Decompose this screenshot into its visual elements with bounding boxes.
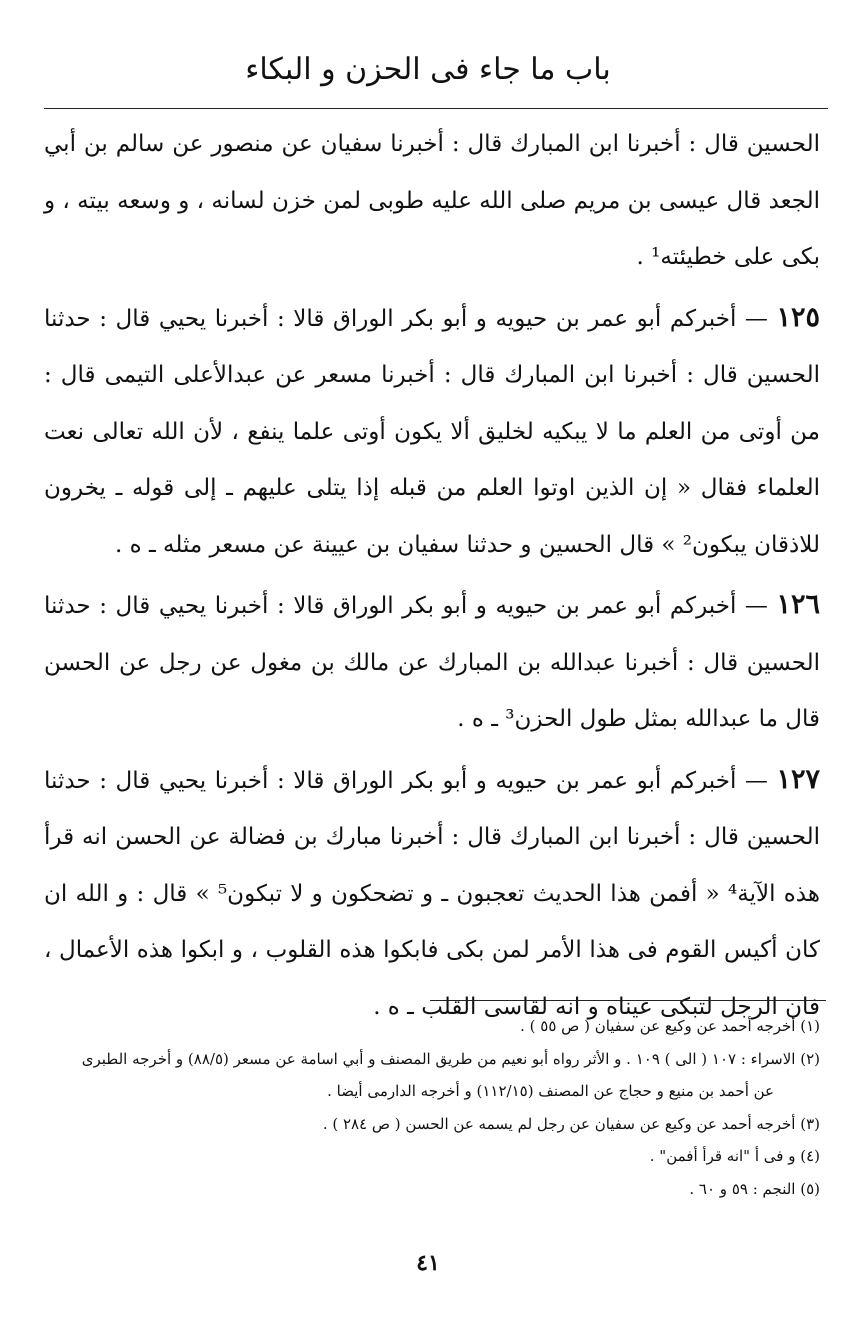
main-text	[44, 116, 820, 1035]
footnote-2: (٢) الاسراء : ١٠٧ ( الى ) ١٠٩ . و الأثر رواه أبو نعيم من طريق المصنف و أبي اسامة عن مسعر (٨٨/٥) و أخرجه الطبرى	[81, 1049, 820, 1068]
footnote-1: (١) أخرجه أحمد عن وكيع عن سفيان ( ص ٥٥ ) .	[520, 1017, 820, 1035]
paragraph-125	[44, 290, 820, 574]
paragraph-text: الحسين قال : أخبرنا ابن المبارك قال : أخبرنا سفيان عن منصور عن سالم بن أبي الجعد قال عيسى بن مريم صلى الله عليه طوبى لمن خزن لسانه ، و وسعه بيته ، و بكى على خطيئته¹ .	[44, 131, 820, 270]
footnote-3: (٣) أخرجه أحمد عن وكيع عن سفيان عن رجل لم يسمه عن الحسن ( ص ٢٨٤ ) .	[322, 1114, 820, 1133]
hadith-number: ١٢٧	[776, 763, 820, 795]
footnote-2-continued: عن أحمد بن منيع و حجاج عن المصنف (١١٢/١٥) و أخرجه الدارمى أيضا .	[327, 1082, 774, 1100]
paragraph-text: — أخبركم أبو عمر بن حيويه و أبو بكر الوراق قالا : أخبرنا يحيي قال : حدثنا الحسين قال : أخبرنا ابن المبارك قال : أخبرنا مسعر عن عبدالأعلى التيمى قال : من أوتى من العلم ما لا يبكيه لخليق ألا يكون أوتى علما ينفع ، لأن الله تعالى نعت العلماء فقال « إن الذين اوتوا العلم من قبله إذا يتلى عليهم ـ إلى قوله ـ يخرون للاذقان يبكون² » قال الحسين و حدثنا سفيان بن عيينة عن مسعر مثله ـ ه .	[44, 305, 820, 558]
page-number: ٤١	[416, 1250, 440, 1276]
paragraph-text: — أخبركم أبو عمر بن حيويه و أبو بكر الوراق قالا : أخبرنا يحيي قال : حدثنا الحسين قال : أخبرنا ابن المبارك قال : أخبرنا مبارك بن فضالة عن الحسن انه قرأ هذه الآية⁴ « أفمن هذا الحديث تعجبون ـ و تضحكون و لا تبكون⁵ » قال : و الله ان كان أكيس القوم فى هذا الأمر لمن بكى فابكوا هذه القلوب ، و ابكوا هذه الأعمال ، فان الرجل لتبكى عيناه و انه لقاسى القلب ـ ه .	[44, 767, 821, 1020]
footnote-5: (٥) النجم : ٥٩ و ٦٠ .	[689, 1179, 820, 1198]
footnotes	[44, 1010, 820, 1205]
hadith-number: ١٢٥	[776, 301, 820, 333]
running-header: باب ما جاء فى الحزن و البكاء	[245, 52, 611, 87]
paragraph-text: — أخبركم أبو عمر بن حيويه و أبو بكر الوراق قالا : أخبرنا يحيي قال : حدثنا الحسين قال : أخبرنا عبدالله بن المبارك عن مالك بن مغول عن رجل عن الحسن قال ما عبدالله بمثل طول الحزن³ ـ ه .	[44, 593, 820, 732]
header-rule	[44, 108, 828, 109]
footnote-rule	[430, 1000, 826, 1001]
footnote-4: (٤) و فى أ "انه قرأ أفمن" .	[649, 1147, 820, 1165]
paragraph-127	[44, 752, 820, 1036]
paragraph-intro	[44, 116, 820, 286]
hadith-number: ١٢٦	[776, 589, 820, 620]
paragraph-126	[44, 577, 820, 748]
